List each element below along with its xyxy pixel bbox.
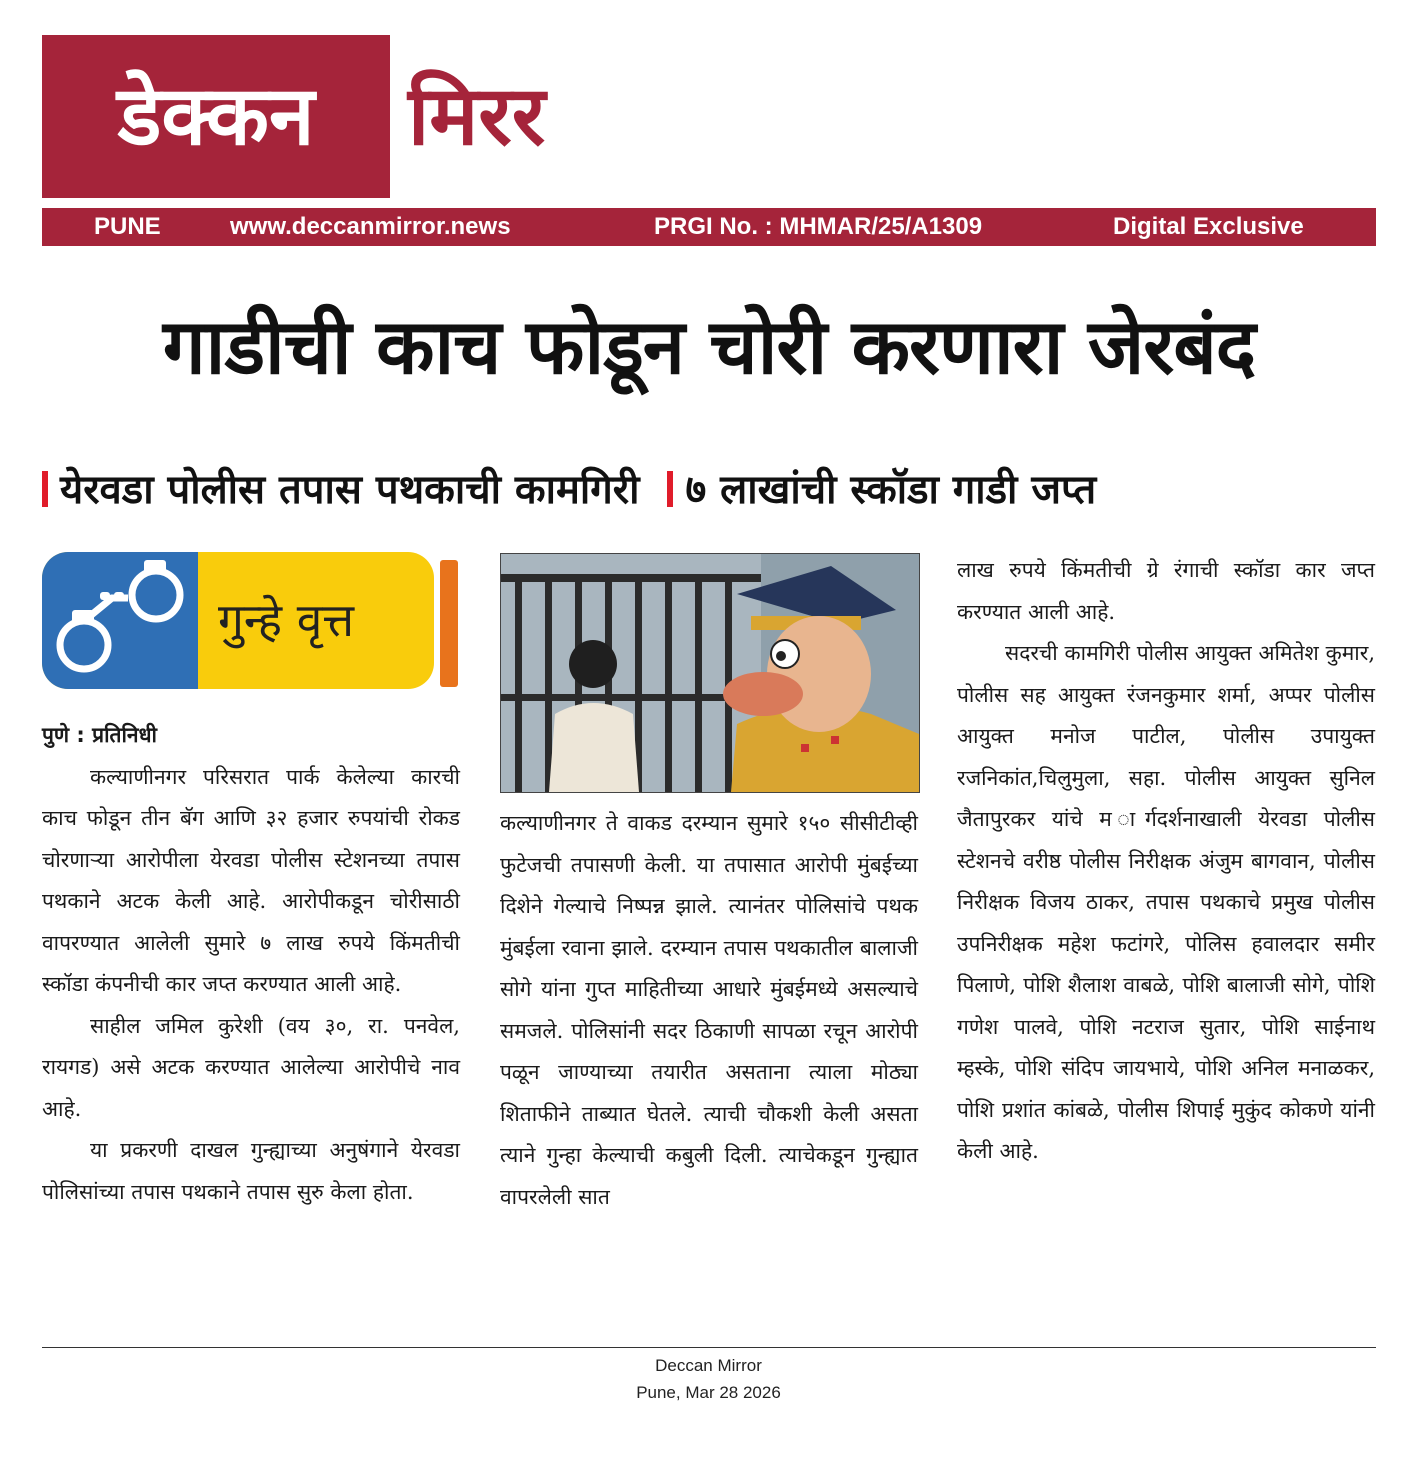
red-bar-divider	[42, 471, 48, 507]
footer-dateline: Pune, Mar 28 2026	[636, 1383, 781, 1402]
police-jail-illustration	[500, 553, 920, 793]
footer-divider	[42, 1347, 1376, 1348]
police-cartoon-image	[501, 554, 919, 792]
badge-accent-stripe	[440, 560, 458, 687]
subheadline	[42, 455, 1376, 525]
article-column-3	[957, 550, 1375, 1173]
paragraph: या प्रकरणी दाखल गुन्ह्याच्या अनुषंगाने येरवडा पोलिसांच्या तपास पथकाने तपास सुरु केला होता.	[42, 1138, 460, 1204]
handcuffs-icon	[42, 552, 198, 689]
subheadline-part-2-text: ७ लाखांची स्कॉडा गाडी जप्त	[685, 467, 1097, 513]
masthead-logo	[42, 35, 390, 198]
paragraph: कल्याणीनगर परिसरात पार्क केलेल्या कारची काच फोडून तीन बॅग आणि ३२ हजार रुपयांची रोकड चोरणाऱ्या आरोपीला येरवडा पोलीस स्टेशनच्या तपास पथकाने अटक केली आहे. आरोपीकडून चोरीसाठी वापरण्यात आलेली सुमारे ७ लाख रुपये किंमतीची स्कॉडा कंपनीची कार जप्त करण्यात आली आहे.	[42, 764, 460, 996]
paragraph: कल्याणीनगर ते वाकड दरम्यान सुमारे १५० सीसीटीव्ही फुटेजची तपासणी केली. या तपासात आरोपी मुंबईच्या दिशेने गेल्याचे निष्पन्न झाले. त्यानंतर पोलिसांचे पथक मुंबईला रवाना झाले. दरम्यान तपास पथकातील बालाजी सोगे यांना गुप्त माहितीच्या आधारे मुंबईमध्ये असल्याचे समजले. पोलिसांनी सदर ठिकाणी सापळा रचून आरोपी पळून जाण्याच्या तयारीत असताना त्याला मोठ्या शिताफीने ताब्यात घेतले. त्याची चौकशी केली असता त्याने गुन्हा केल्याची कबुली दिली. त्याचेकडून गुन्ह्यात वापरलेली सात	[500, 811, 918, 1209]
handcuffs-panel	[42, 552, 198, 689]
crime-news-badge	[42, 552, 434, 689]
city-label: PUNE	[94, 213, 161, 240]
red-bar-divider	[667, 471, 673, 507]
headline: गाडीची काच फोडून चोरी करणारा जेरबंद	[162, 302, 1256, 391]
article-column-1	[42, 715, 460, 1213]
masthead-right-text: मिरर	[408, 69, 546, 164]
dateline: पुणे : प्रतिनिधी	[42, 723, 157, 747]
subheadline-part-1-text: येरवडा पोलीस तपास पथकाची कामगिरी	[60, 467, 640, 513]
info-bar	[42, 208, 1376, 246]
prgi-number: PRGI No. : MHMAR/25/A1309	[654, 213, 983, 240]
subheadline-part-1	[42, 467, 640, 513]
paragraph: सदरची कामगिरी पोलीस आयुक्त अमितेश कुमार, पोलीस सह आयुक्त रंजनकुमार शर्मा, अप्पर पोलीस आयुक्त मनोज पाटील, पोलीस उपायुक्त रजनिकांत,चिलुमुला, सहा. पोलीस आयुक्त सुनिल जैतापुरकर यांचे म ार्गदर्शनाखाली येरवडा पोलीस स्टेशनचे वरीष्ठ पोलीस निरीक्षक अंजुम बागवान, पोलीस निरीक्षक विजय ठाकर, तपास पथकाचे प्रमुख पोलीस उपनिरीक्षक महेश फटांगरे, पोलिस हवालदार समीर पिलाणे, पोशि शैलाश वाबळे, पोशि बालाजी सोगे, पोशि गणेश पालवे, पोशि नटराज सुतार, पोशि साईनाथ म्हस्के, पोशि संदिप जायभाये, पोशि अनिल मनाळकर, पोशि प्रशांत कांबळे, पोलीस शिपाई मुकुंद कोकणे यांनी केली आहे.	[957, 641, 1375, 1163]
crime-news-label: गुन्हे वृत्त	[218, 593, 355, 647]
paragraph: साहील जमिल कुरेशी (वय ३०, रा. पनवेल, रायगड) असे अटक करण्यात आलेल्या आरोपीचे नाव आहे.	[42, 1013, 460, 1121]
article-column-2	[500, 803, 918, 1218]
subheadline-part-2	[653, 467, 1096, 513]
website-link[interactable]: www.deccanmirror.news	[230, 213, 511, 240]
footer-publication: Deccan Mirror	[655, 1356, 762, 1375]
paragraph: लाख रुपये किंमतीची ग्रे रंगाची स्कॉडा कार जप्त करण्यात आली आहे.	[957, 558, 1375, 624]
masthead-left-text: डेक्कन	[117, 69, 315, 164]
digital-exclusive-tag: Digital Exclusive	[1113, 213, 1304, 240]
